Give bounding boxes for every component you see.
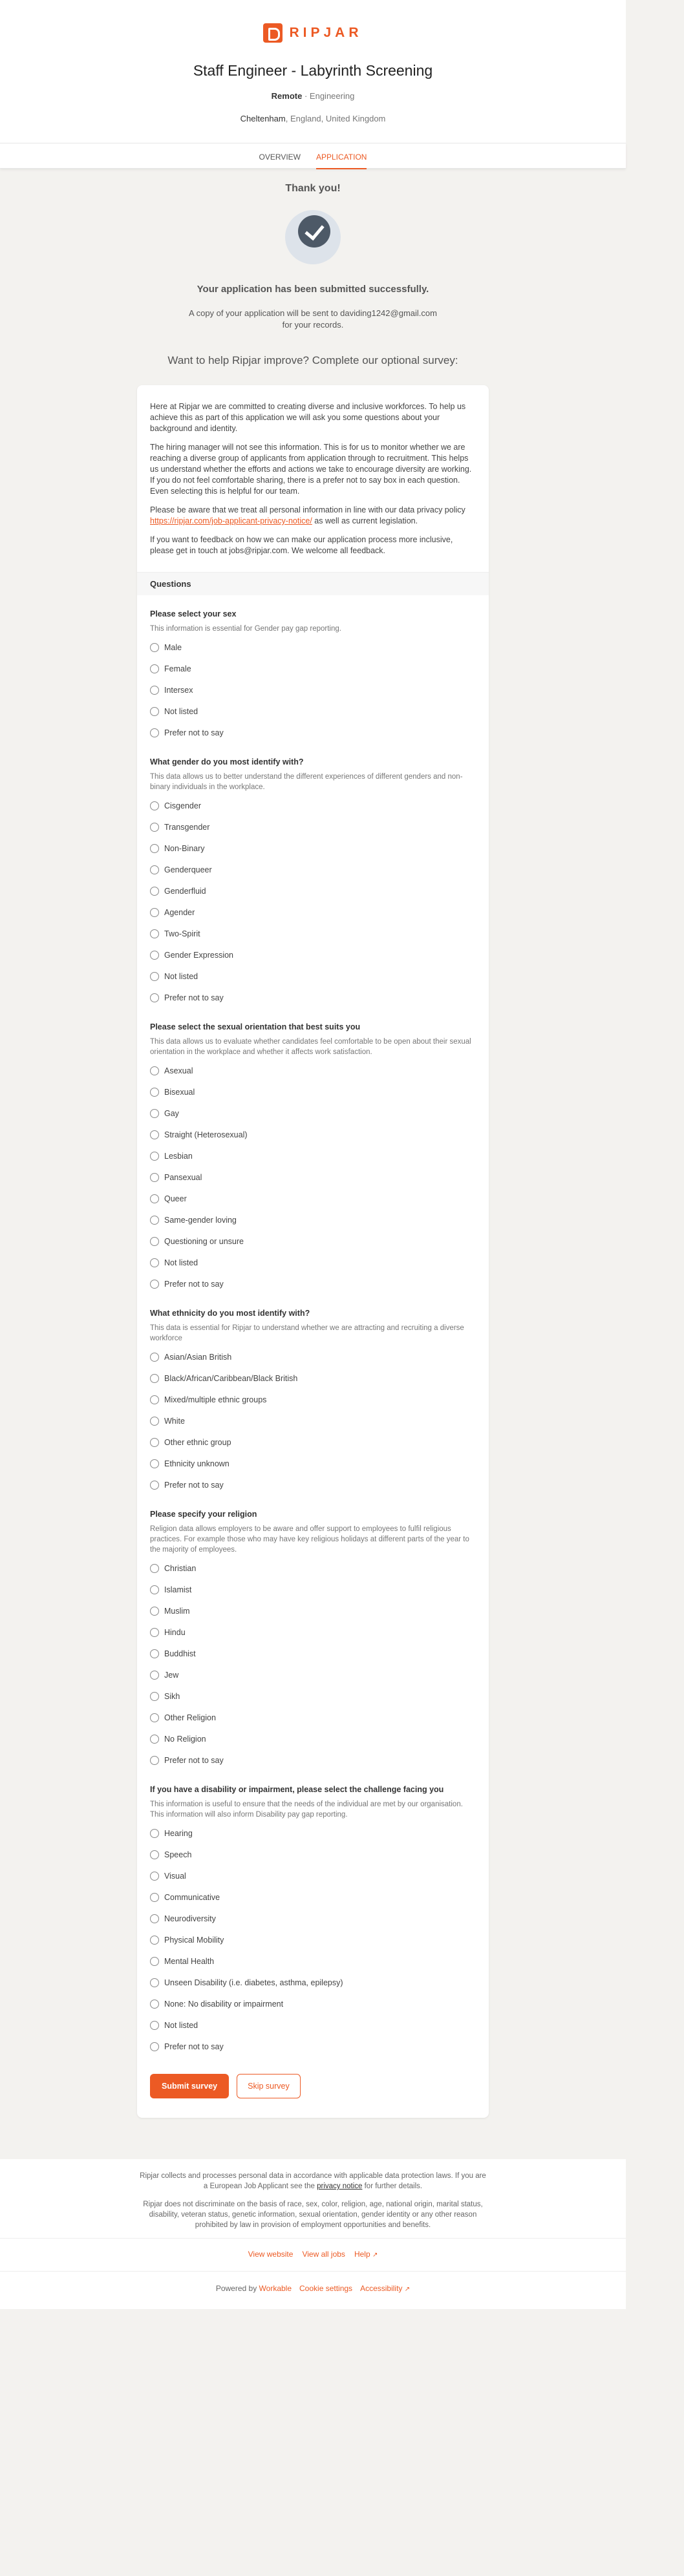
- radio-button[interactable]: [150, 1194, 159, 1203]
- radio-option[interactable]: [150, 987, 476, 1008]
- nondiscrimination-statement: Ripjar does not discriminate on the basis of race, sex, color, religion, age, national origin, marital status, disability, veteran status, genetic information, sexual orientation, gender identity or any other reason prohibited by law in provision of employment opportunities and benefits.: [143, 2201, 483, 2229]
- radio-button[interactable]: [150, 972, 159, 981]
- job-city: Cheltenham: [240, 114, 286, 123]
- job-location: Cheltenham, England, United Kingdom: [240, 114, 386, 123]
- question-title: Please select the sexual orientation that best suits you: [150, 1022, 361, 1031]
- radio-button[interactable]: [150, 1216, 159, 1225]
- radio-button[interactable]: [150, 1978, 159, 1987]
- radio-button[interactable]: [150, 1374, 159, 1383]
- radio-button[interactable]: [150, 686, 159, 695]
- radio-option-label: Prefer not to say: [164, 1480, 224, 1490]
- radio-option[interactable]: [150, 1685, 476, 1707]
- radio-option-label: Mixed/multiple ethnic groups: [164, 1395, 267, 1404]
- radio-option-label: Hearing: [164, 1828, 193, 1838]
- radio-option-label: Not listed: [164, 2020, 198, 2030]
- radio-option[interactable]: [150, 1081, 476, 1103]
- radio-option-label: Muslim: [164, 1606, 190, 1616]
- survey-question: [137, 609, 489, 743]
- job-meta: Remote · Engineering: [271, 91, 355, 101]
- question-title: Please select your sex: [150, 609, 237, 618]
- radio-option[interactable]: [150, 944, 476, 966]
- question-description: This data allows us to better understand the different experiences of different genders and non-binary individuals in the workplace.: [150, 773, 463, 791]
- radio-option[interactable]: [150, 1950, 476, 1972]
- radio-option-label: Physical Mobility: [164, 1935, 224, 1945]
- radio-option[interactable]: [150, 1389, 476, 1410]
- radio-option-label: Not listed: [164, 706, 198, 716]
- radio-button[interactable]: [150, 1585, 159, 1594]
- radio-option[interactable]: [150, 658, 476, 679]
- radio-option[interactable]: [150, 880, 476, 902]
- skip-survey-button[interactable]: Skip survey: [237, 2074, 301, 2098]
- success-check-icon: [284, 207, 342, 266]
- radio-option-label: Questioning or unsure: [164, 1236, 244, 1246]
- radio-button[interactable]: [150, 1850, 159, 1859]
- company-logo[interactable]: [0, 22, 626, 44]
- radio-button[interactable]: [150, 1237, 159, 1246]
- radio-button[interactable]: [150, 801, 159, 810]
- radio-option-label: Queer: [164, 1194, 187, 1203]
- radio-option-label: Male: [164, 642, 182, 652]
- radio-option-label: Black/African/Caribbean/Black British: [164, 1373, 298, 1383]
- radio-button[interactable]: [150, 1713, 159, 1722]
- job-department: Engineering: [309, 91, 355, 101]
- workable-link[interactable]: Workable: [259, 2284, 292, 2293]
- radio-option[interactable]: [150, 722, 476, 743]
- radio-button[interactable]: [150, 643, 159, 652]
- question-description: Religion data allows employers to be aware and offer support to employees to fulfil religious practices. For example those who may have key religious holidays at different parts of the year to the majority of employees.: [150, 1525, 469, 1554]
- radio-button[interactable]: [150, 1914, 159, 1923]
- radio-option-label: Islamist: [164, 1585, 192, 1594]
- success-message: Your application has been submitted successfully.: [197, 284, 429, 295]
- radio-button[interactable]: [150, 1066, 159, 1075]
- copy-note-line2: for your records.: [282, 320, 344, 330]
- radio-option-label: Cisgender: [164, 801, 201, 810]
- radio-button[interactable]: [150, 728, 159, 737]
- radio-option-label: Hindu: [164, 1627, 186, 1637]
- view-website-link[interactable]: View website: [248, 2250, 294, 2259]
- radio-option-label: Christian: [164, 1563, 197, 1573]
- radio-option-label: Prefer not to say: [164, 993, 224, 1002]
- question-description: This data allows us to evaluate whether candidates feel comfortable to be open about their sexual orientation in the workplace and whether it affects work satisfaction.: [150, 1038, 471, 1056]
- survey-question: [137, 1309, 489, 1495]
- radio-button[interactable]: [150, 1628, 159, 1637]
- confirmation-title: Thank you!: [285, 183, 341, 194]
- survey-card: [137, 385, 489, 2118]
- radio-option-label: Lesbian: [164, 1151, 193, 1161]
- radio-option-label: Female: [164, 664, 191, 673]
- radio-button[interactable]: [150, 664, 159, 673]
- radio-option-label: Bisexual: [164, 1087, 195, 1097]
- radio-option-label: Prefer not to say: [164, 728, 224, 737]
- job-tabs: [0, 143, 626, 169]
- radio-button[interactable]: [150, 1417, 159, 1426]
- questions-list: [137, 609, 489, 2057]
- radio-option[interactable]: [150, 1600, 476, 1621]
- powered-by-bar: [0, 2271, 626, 2309]
- radio-option[interactable]: [150, 1621, 476, 1643]
- radio-option[interactable]: [150, 1124, 476, 1145]
- radio-button[interactable]: [150, 887, 159, 896]
- privacy-statement: Ripjar collects and processes personal data in accordance with applicable data protection laws. If you are a European Job Applicant see the privacy notice for further details.: [140, 2172, 486, 2190]
- radio-option-label: Genderqueer: [164, 865, 212, 874]
- job-workplace: Remote: [271, 91, 303, 101]
- radio-option-label: Other Religion: [164, 1713, 216, 1722]
- powered-by-label: Powered by Workable: [215, 2284, 292, 2293]
- radio-option-label: White: [164, 1416, 185, 1426]
- radio-button[interactable]: [150, 1607, 159, 1616]
- view-all-jobs-link[interactable]: View all jobs: [302, 2250, 345, 2259]
- radio-option-label: Two-Spirit: [164, 929, 200, 938]
- radio-option-label: Prefer not to say: [164, 1755, 224, 1765]
- radio-option[interactable]: [150, 816, 476, 838]
- radio-option[interactable]: [150, 1557, 476, 1579]
- survey-question: [137, 1785, 489, 2057]
- submit-survey-button[interactable]: Submit survey: [150, 2074, 229, 2098]
- radio-option[interactable]: [150, 838, 476, 859]
- radio-option-label: Mental Health: [164, 1956, 215, 1966]
- radio-option-label: Ethnicity unknown: [164, 1459, 230, 1468]
- radio-option-label: Prefer not to say: [164, 2042, 224, 2051]
- radio-button[interactable]: [150, 707, 159, 716]
- company-name: RIPJAR: [289, 25, 363, 40]
- radio-option[interactable]: [150, 1707, 476, 1728]
- radio-option[interactable]: [150, 1252, 476, 1273]
- question-description: This information is essential for Gender pay gap reporting.: [150, 625, 341, 633]
- question-title: If you have a disability or impairment, please select the challenge facing you: [150, 1785, 444, 1794]
- radio-option-label: Intersex: [164, 685, 193, 695]
- radio-button[interactable]: [150, 1936, 159, 1945]
- radio-button[interactable]: [150, 1109, 159, 1118]
- radio-button[interactable]: [150, 1649, 159, 1658]
- radio-option-label: Other ethnic group: [164, 1437, 231, 1447]
- radio-option-label: Jew: [164, 1670, 179, 1680]
- intro-paragraph: The hiring manager will not see this information. This is for us to monitor whether we are reaching a diverse group of applicants from application through to recruitment. This helps us understand whether the efforts and actions we take to encourage diversity are working. If you do not feel comfortable sharing, there is a prefer not to say box in each question. Even selecting this is helpful for our team.: [150, 443, 472, 496]
- radio-button[interactable]: [150, 1671, 159, 1680]
- radio-button[interactable]: [150, 2042, 159, 2051]
- radio-option[interactable]: [150, 1453, 476, 1474]
- footer: [0, 2159, 626, 2309]
- radio-option[interactable]: [150, 637, 476, 658]
- radio-button[interactable]: [150, 2021, 159, 2030]
- radio-option[interactable]: [150, 1908, 476, 1929]
- radio-option-label: Speech: [164, 1850, 192, 1859]
- help-link[interactable]: Help ↗: [354, 2250, 378, 2259]
- radio-button[interactable]: [150, 1893, 159, 1902]
- radio-option-label: Transgender: [164, 822, 210, 832]
- job-title: Staff Engineer - Labyrinth Screening: [193, 62, 433, 79]
- radio-button[interactable]: [150, 1829, 159, 1838]
- radio-option[interactable]: [150, 1209, 476, 1230]
- copy-note: [0, 308, 626, 331]
- ripjar-logo-icon: [263, 23, 283, 43]
- radio-button[interactable]: [150, 1280, 159, 1289]
- radio-button[interactable]: [150, 1395, 159, 1404]
- radio-option-label: Neurodiversity: [164, 1914, 216, 1923]
- question-description: This information is useful to ensure that the needs of the individual are met by our organisation. This information will also inform Disability pay gap reporting.: [150, 1800, 463, 1819]
- radio-option[interactable]: [150, 1643, 476, 1664]
- radio-button[interactable]: [150, 929, 159, 938]
- radio-button[interactable]: [150, 1152, 159, 1161]
- radio-option[interactable]: [150, 1728, 476, 1749]
- job-region: England, United Kingdom: [290, 114, 386, 123]
- external-link-icon: ↗: [372, 2252, 378, 2259]
- radio-option[interactable]: [150, 1188, 476, 1209]
- radio-option-label: Pansexual: [164, 1172, 202, 1182]
- radio-button[interactable]: [150, 1258, 159, 1267]
- radio-option[interactable]: [150, 1579, 476, 1600]
- radio-button[interactable]: [150, 1353, 159, 1362]
- radio-button[interactable]: [150, 2000, 159, 2009]
- radio-button[interactable]: [150, 951, 159, 960]
- intro-paragraph: If you want to feedback on how we can make our application process more inclusive, please get in touch at jobs@ripjar.com. We welcome all feedback.: [150, 535, 453, 555]
- radio-option-label: Prefer not to say: [164, 1279, 224, 1289]
- radio-option-label: Same-gender loving: [164, 1215, 237, 1225]
- radio-option[interactable]: [150, 1822, 476, 1844]
- radio-option-label: Non-Binary: [164, 843, 205, 853]
- tab-overview[interactable]: OVERVIEW: [259, 153, 301, 162]
- radio-button[interactable]: [150, 1564, 159, 1573]
- radio-option[interactable]: [150, 1060, 476, 1081]
- radio-button[interactable]: [150, 1088, 159, 1097]
- radio-option[interactable]: [150, 1145, 476, 1167]
- question-title: What ethnicity do you most identify with?: [150, 1309, 310, 1318]
- radio-option-label: Asexual: [164, 1066, 193, 1075]
- question-title: What gender do you most identify with?: [150, 757, 304, 766]
- accessibility-link[interactable]: Accessibility ↗: [360, 2284, 411, 2293]
- radio-button[interactable]: [150, 1481, 159, 1490]
- radio-option-label: Not listed: [164, 1258, 198, 1267]
- survey-question: [137, 1510, 489, 1771]
- intro-paragraph: Please be aware that we treat all personal information in line with our data privacy policy https://ripjar.com/job-applicant-privacy-notice/ as well as current legislation.: [150, 505, 465, 525]
- radio-option[interactable]: [150, 859, 476, 880]
- radio-option[interactable]: [150, 1167, 476, 1188]
- radio-button[interactable]: [150, 993, 159, 1002]
- radio-option[interactable]: [150, 795, 476, 816]
- radio-option[interactable]: [150, 1993, 476, 2014]
- radio-button[interactable]: [150, 865, 159, 874]
- survey-actions: [137, 2057, 489, 2118]
- radio-option-label: Not listed: [164, 971, 198, 981]
- radio-option[interactable]: [150, 1273, 476, 1294]
- survey-question: [137, 757, 489, 1008]
- survey-title: Want to help Ripjar improve? Complete our optional survey:: [167, 354, 458, 366]
- radio-option[interactable]: [150, 1410, 476, 1431]
- external-link-icon: ↗: [404, 2286, 411, 2293]
- radio-option[interactable]: [150, 679, 476, 701]
- radio-option[interactable]: [150, 1929, 476, 1950]
- radio-option-label: None: No disability or impairment: [164, 1999, 284, 2009]
- radio-option[interactable]: [150, 1664, 476, 1685]
- radio-option[interactable]: [150, 1844, 476, 1865]
- job-header: [0, 0, 626, 143]
- radio-option[interactable]: [150, 1230, 476, 1252]
- radio-option-label: Sikh: [164, 1691, 180, 1701]
- survey-question: [137, 1022, 489, 1294]
- radio-option[interactable]: [150, 1749, 476, 1771]
- radio-button[interactable]: [150, 844, 159, 853]
- radio-button[interactable]: [150, 1735, 159, 1744]
- radio-option-label: No Religion: [164, 1734, 206, 1744]
- privacy-notice-link[interactable]: privacy notice: [317, 2182, 363, 2190]
- radio-button[interactable]: [150, 1872, 159, 1881]
- radio-button[interactable]: [150, 1756, 159, 1765]
- radio-option-label: Genderfluid: [164, 886, 206, 896]
- question-title: Please specify your religion: [150, 1510, 257, 1519]
- radio-option[interactable]: [150, 1431, 476, 1453]
- radio-button[interactable]: [150, 1438, 159, 1447]
- radio-option[interactable]: [150, 1972, 476, 1993]
- radio-option[interactable]: [150, 966, 476, 987]
- radio-option[interactable]: [150, 2036, 476, 2057]
- radio-button[interactable]: [150, 1692, 159, 1701]
- radio-button[interactable]: [150, 908, 159, 917]
- copy-note-line1: A copy of your application will be sent to daviding1242@gmail.com: [189, 308, 437, 318]
- cookie-settings-link[interactable]: Cookie settings: [299, 2284, 353, 2293]
- radio-option-label: Communicative: [164, 1892, 220, 1902]
- confirmation: [0, 183, 626, 331]
- radio-option[interactable]: [150, 1886, 476, 1908]
- footer-links: [0, 2238, 626, 2271]
- radio-option-label: Straight (Heterosexual): [164, 1130, 248, 1139]
- radio-option[interactable]: [150, 902, 476, 923]
- radio-button[interactable]: [150, 1957, 159, 1966]
- privacy-policy-link[interactable]: https://ripjar.com/job-applicant-privacy-notice/: [150, 516, 312, 525]
- radio-option[interactable]: [150, 1474, 476, 1495]
- radio-option-label: Visual: [164, 1871, 186, 1881]
- tab-application[interactable]: APPLICATION: [316, 143, 367, 169]
- question-description: This data is essential for Ripjar to understand whether we are attracting and recruiting a diverse workforce: [150, 1324, 464, 1342]
- questions-header: Questions: [137, 572, 489, 595]
- radio-option[interactable]: [150, 923, 476, 944]
- radio-option[interactable]: [150, 701, 476, 722]
- radio-option-label: Gender Expression: [164, 950, 234, 960]
- radio-option-label: Asian/Asian British: [164, 1352, 232, 1362]
- radio-button[interactable]: [150, 823, 159, 832]
- intro-paragraph: Here at Ripjar we are committed to creating diverse and inclusive workforces. To help us achieve this as part of this application we will ask you some questions about your background and identity.: [150, 402, 466, 433]
- radio-button[interactable]: [150, 1173, 159, 1182]
- radio-option[interactable]: [150, 1367, 476, 1389]
- radio-option[interactable]: [150, 1865, 476, 1886]
- radio-option[interactable]: [150, 1346, 476, 1367]
- radio-option[interactable]: [150, 2014, 476, 2036]
- radio-option[interactable]: [150, 1103, 476, 1124]
- radio-button[interactable]: [150, 1459, 159, 1468]
- radio-option-label: Agender: [164, 907, 195, 917]
- radio-option-label: Unseen Disability (i.e. diabetes, asthma, epilepsy): [164, 1978, 343, 1987]
- radio-button[interactable]: [150, 1130, 159, 1139]
- survey-intro: [137, 385, 489, 572]
- radio-option-label: Gay: [164, 1108, 179, 1118]
- radio-option-label: Buddhist: [164, 1649, 196, 1658]
